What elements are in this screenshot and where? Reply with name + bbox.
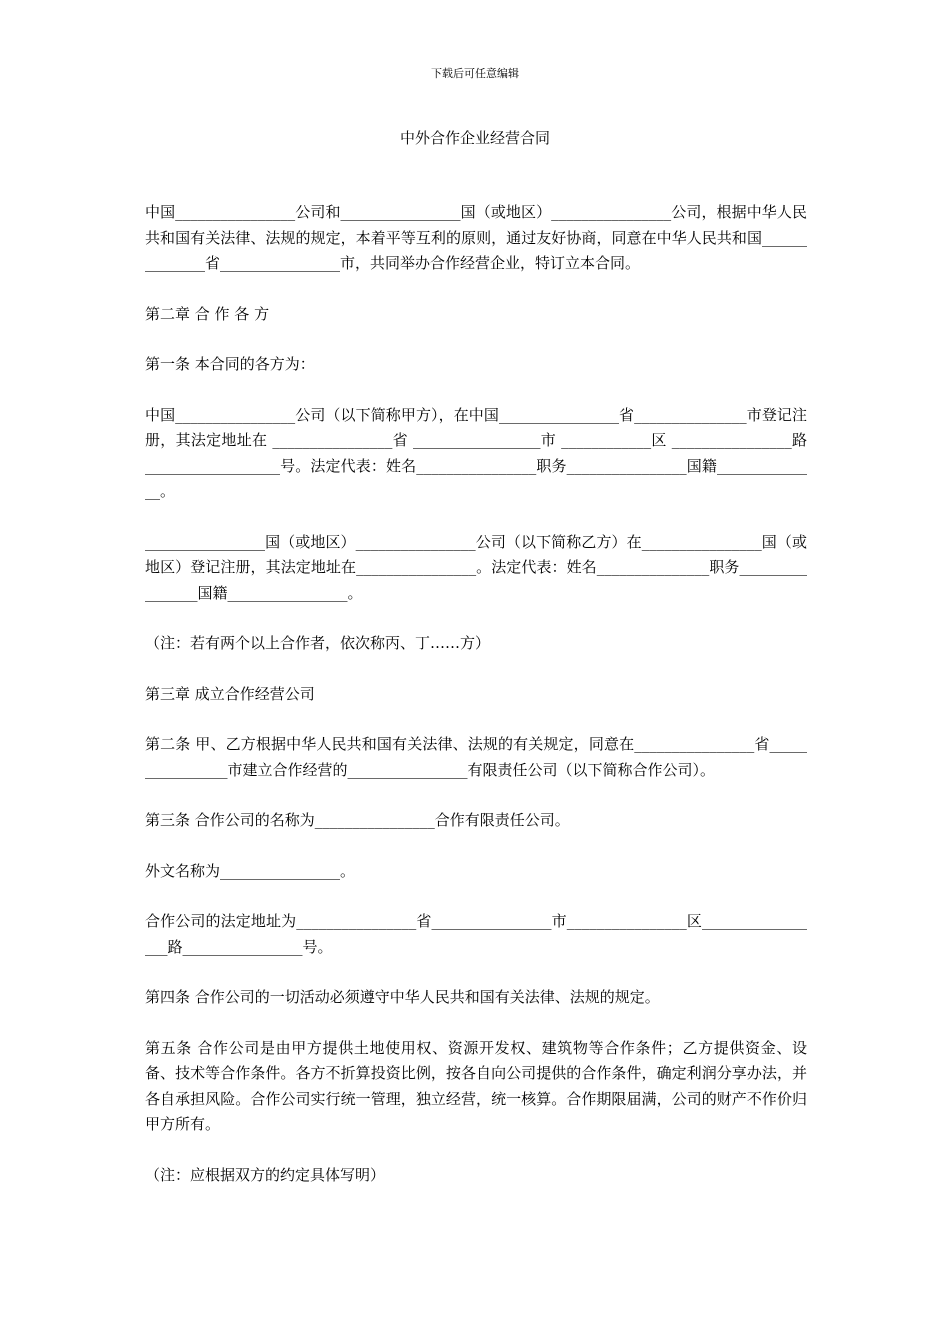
article-two: 第二条 甲、乙方根据中华人民共和国有关法律、法规的有关规定，同意在________________省________________市建立合作经营的________________有限责任公司（以下简称合作公司）。 <box>145 735 807 779</box>
foreign-name-line: 外文名称为________________。 <box>145 861 356 880</box>
note-additional-parties: （注：若有两个以上合作者，依次称丙、丁……方） <box>145 634 491 652</box>
party-a-paragraph: 中国________________公司（以下简称甲方），在中国________________省_______________市登记注册，其法定地址在 ________________省 _________________市 ____________区 ________________路__________________号。法定代表：姓名________________职务________________国籍______________。 <box>145 405 807 500</box>
article-four: 第四条 合作公司的一切活动必须遵守中华人民共和国有关法律、法规的规定。 <box>145 988 660 1006</box>
article-five: 第五条 合作公司是由甲方提供土地使用权、资源开发权、建筑物等合作条件；乙方提供资金、设备、技术等合作条件。各方不折算投资比例，按各自向公司提供的合作条件，确定利润分享办法，并各自承担风险。合作公司实行统一管理，独立经营，统一核算。合作期限届满，公司的财产不作价归甲方所有。 <box>145 1038 807 1133</box>
article-three: 第三条 合作公司的名称为________________合作有限责任公司。 <box>145 811 570 829</box>
legal-address-line: 合作公司的法定地址为________________省________________市________________区_________________路________________号。 <box>145 912 807 956</box>
chapter-two-heading: 第二章 合 作 各 方 <box>145 304 270 323</box>
preamble-paragraph: 中国________________公司和________________国（或地区）________________公司，根据中华人民共和国有关法律、法规的规定，本着平等互利的原则，通过友好协商，同意在中华人民共和国______________省________________市，共同举办合作经营企业，特订立本合同。 <box>145 203 807 272</box>
party-b-paragraph: ________________国（或地区）________________公司（以下简称乙方）在________________国（或地区）登记注册，其法定地址在________________。法定代表：姓名_______________职务________________国籍________________。 <box>145 532 807 602</box>
article-one: 第一条 本合同的各方为： <box>145 355 315 373</box>
contract-body <box>145 200 807 1188</box>
page-title: 中外合作企业经营合同 <box>399 129 550 147</box>
download-note: 下载后可任意编辑 <box>431 67 519 80</box>
chapter-three-heading: 第三章 成立合作经营公司 <box>145 684 315 703</box>
note-agreement: （注：应根据双方的约定具体写明） <box>145 1165 386 1184</box>
